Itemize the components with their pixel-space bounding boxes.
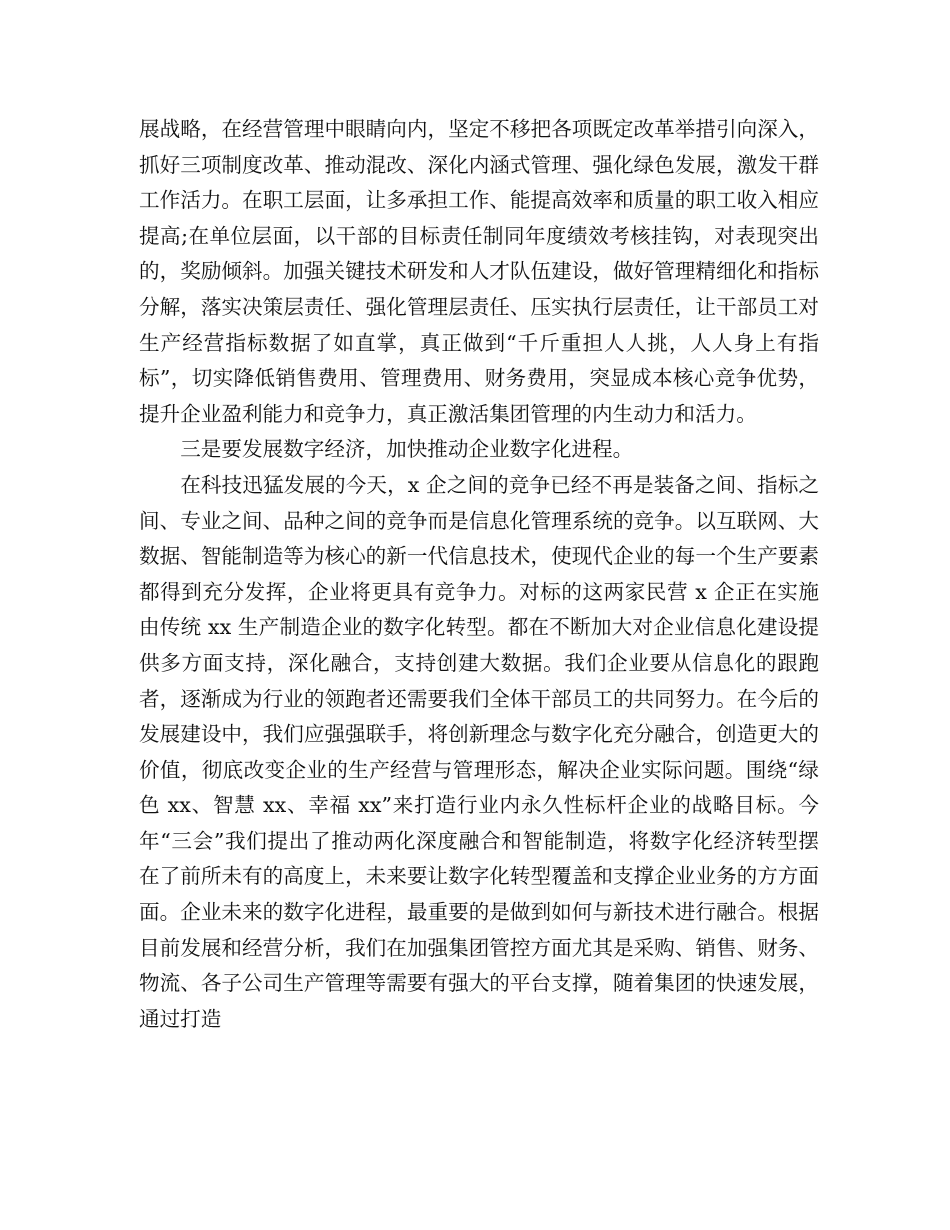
- document-body: [139, 112, 819, 1037]
- paragraph-continuation: 展战略，在经营管理中眼睛向内，坚定不移把各项既定改革举措引向深入，抓好三项制度改革、推动混改、深化内涵式管理、强化绿色发展，激发干群工作活力。在职工层面，让多承担工作、能提高效率和质量的职工收入相应提高;在单位层面，以干部的目标责任制同年度绩效考核挂钩，对表现突出的，奖励倾斜。加强关键技术研发和人才队伍建设，做好管理精细化和指标分解，落实决策层责任、强化管理层责任、压实执行层责任，让干部员工对生产经营指标数据了如直掌，真正做到“千斤重担人人挑，人人身上有指标”，切实降低销售费用、管理费用、财务费用，突显成本核心竞争优势，提升企业盈利能力和竞争力，真正激活集团管理的内生动力和活力。: [139, 117, 819, 426]
- paragraph-digital-economy: 在科技迅猛发展的今天，x 企之间的竞争已经不再是装备之间、指标之间、专业之间、品种之间的竞争而是信息化管理系统的竞争。以互联网、大数据、智能制造等为核心的新一代信息技术，使现代企业的每一个生产要素都得到充分发挥，企业将更具有竞争力。对标的这两家民营 x 企正在实施由传统 xx 生产制造企业的数字化转型。都在不断加大对企业信息化建设提供多方面支持，深化融合，支持创建大数据。我们企业要从信息化的跟跑者，逐渐成为行业的领跑者还需要我们全体干部员工的共同努力。在今后的发展建设中，我们应强强联手，将创新理念与数字化充分融合，创造更大的价值，彻底改变企业的生产经营与管理形态，解决企业实际问题。围绕“绿色 xx、智慧 xx、幸福 xx”来打造行业内永久性标杆企业的战略目标。今年“三会”我们提出了推动两化深度融合和智能制造，将数字化经济转型摆在了前所未有的高度上，未来要让数字化转型覆盖和支撑企业业务的方方面面。企业未来的数字化进程，最重要的是做到如何与新技术进行融合。根据目前发展和经营分析，我们在加强集团管控方面尤其是采购、销售、财务、物流、各子公司生产管理等需要有强大的平台支撑，随着集团的快速发展，通过打造: [139, 472, 819, 1031]
- paragraph-heading-three: 三是要发展数字经济，加快推动企业数字化进程。: [180, 437, 634, 462]
